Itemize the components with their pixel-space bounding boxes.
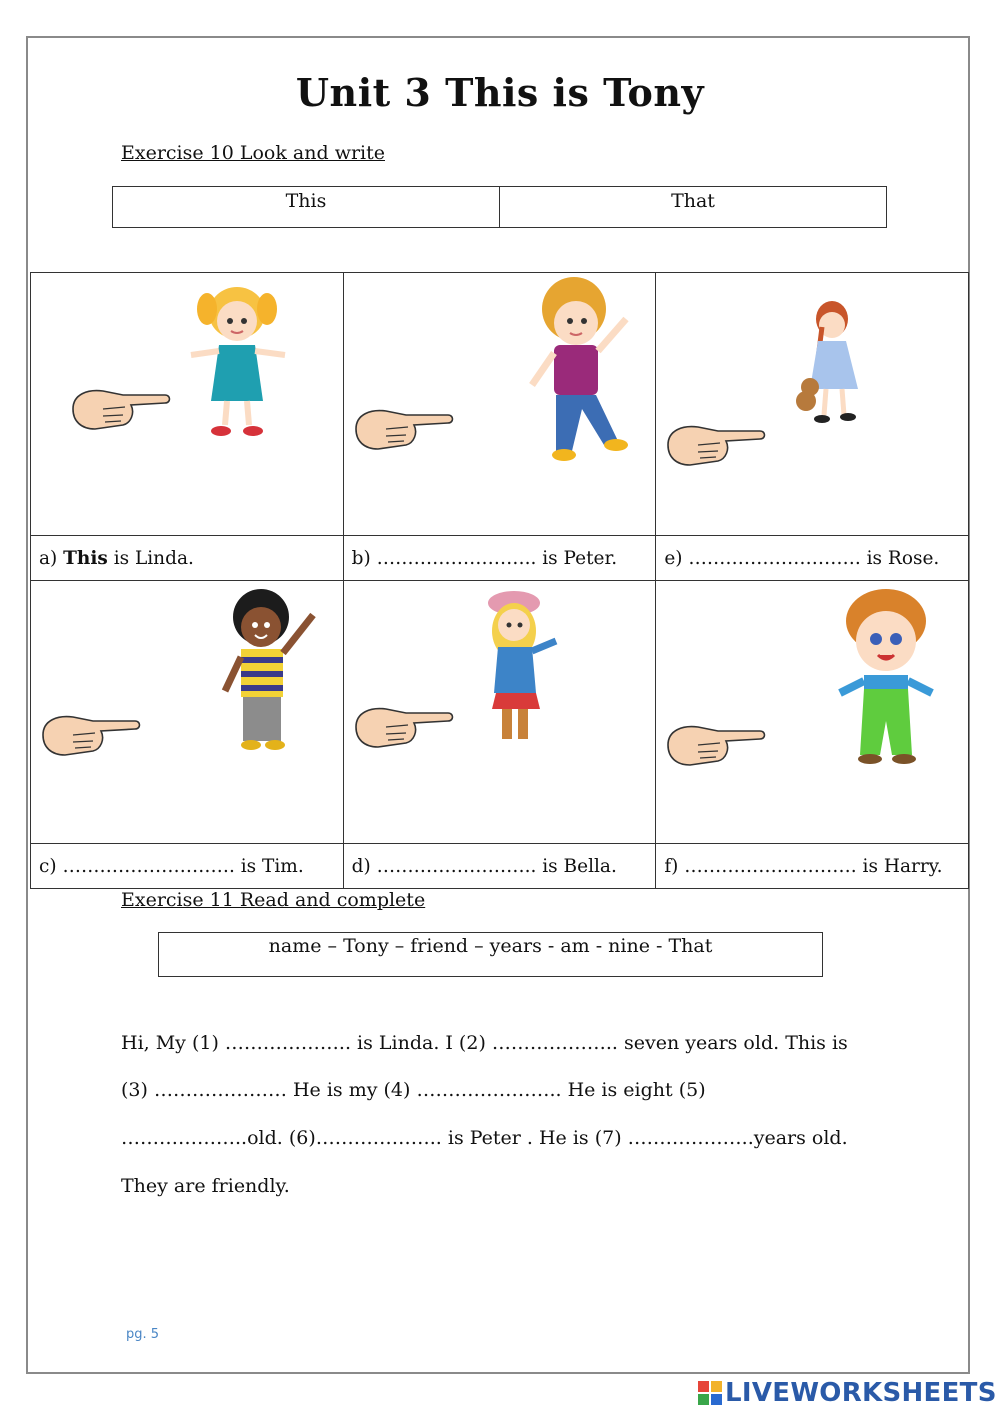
picture-cell-b [343,273,656,536]
option-this: This [285,190,327,212]
answer-blank[interactable]: …………………….. [370,855,537,877]
exercise-10-heading: Exercise 10 Look and write [121,142,385,164]
brand-logo [697,1378,997,1408]
passage-line-3[interactable]: ………………..old. (6)……………….. is Peter . He is (7) ………………..years old. [121,1127,848,1149]
caption-f [656,844,969,889]
caption-name: is Rose. [860,547,940,569]
girl-pink-hat-icon [344,581,652,843]
word-bank-box: name – Tony – friend – years - am - nine - That [158,932,823,977]
answer-filled: This [63,547,108,569]
picture-cell-d [343,581,656,844]
answer-blank[interactable]: ………………………. [56,855,235,877]
caption-d [343,844,656,889]
caption-label: e) [664,547,683,569]
caption-name: is Tim. [234,855,304,877]
page-title: Unit 3 This is Tony [295,70,705,115]
picture-cell-a [31,273,344,536]
girl-red-hair-teddy-icon [656,273,976,535]
caption-label: c) [39,855,57,877]
answer-blank[interactable]: ………………………. [682,547,861,569]
caption-label: b) [351,547,371,569]
picture-cell-e [656,273,969,536]
pointing-hand-icon [668,727,765,765]
picture-cell-f [656,581,969,844]
caption-label: d) [351,855,371,877]
boy-striped-shirt-icon [31,581,339,843]
caption-name: is Harry. [856,855,943,877]
passage-line-1[interactable]: Hi, My (1) ……………….. is Linda. I (2) ……………….. seven years old. This is [121,1032,848,1054]
boy-green-overalls-icon [656,581,976,843]
caption-b [343,536,656,581]
brand-name: LIVEWORKSHEETS [725,1378,997,1408]
word-options-box [112,186,887,228]
page-number: pg. 5 [126,1327,160,1342]
pointing-hand-icon [668,427,765,465]
liveworksheets-logo-icon [697,1380,723,1406]
option-that: That [499,187,886,227]
answer-blank[interactable]: …………………….. [370,547,537,569]
picture-grid [30,272,969,889]
caption-label: a) [39,547,58,569]
picture-cell-c [31,581,344,844]
pointing-hand-icon [356,411,453,449]
passage-line-4: They are friendly. [121,1175,290,1197]
caption-name: is Linda. [107,547,194,569]
caption-e [656,536,969,581]
caption-name: is Bella. [536,855,617,877]
pointing-hand-icon [73,391,170,429]
passage-line-2[interactable]: (3) ………………… He is my (4) ………………….. He is eight (5) [121,1079,706,1101]
boy-curly-waving-icon [344,273,652,535]
caption-name: is Peter. [536,547,618,569]
girl-blonde-pigtails-icon [31,273,339,535]
pointing-hand-icon [43,717,140,755]
caption-label: f) [664,855,679,877]
answer-blank[interactable]: ………………………. [678,855,857,877]
pointing-hand-icon [356,709,453,747]
caption-a [31,536,344,581]
exercise-11-heading: Exercise 11 Read and complete [121,889,426,911]
caption-c [31,844,344,889]
